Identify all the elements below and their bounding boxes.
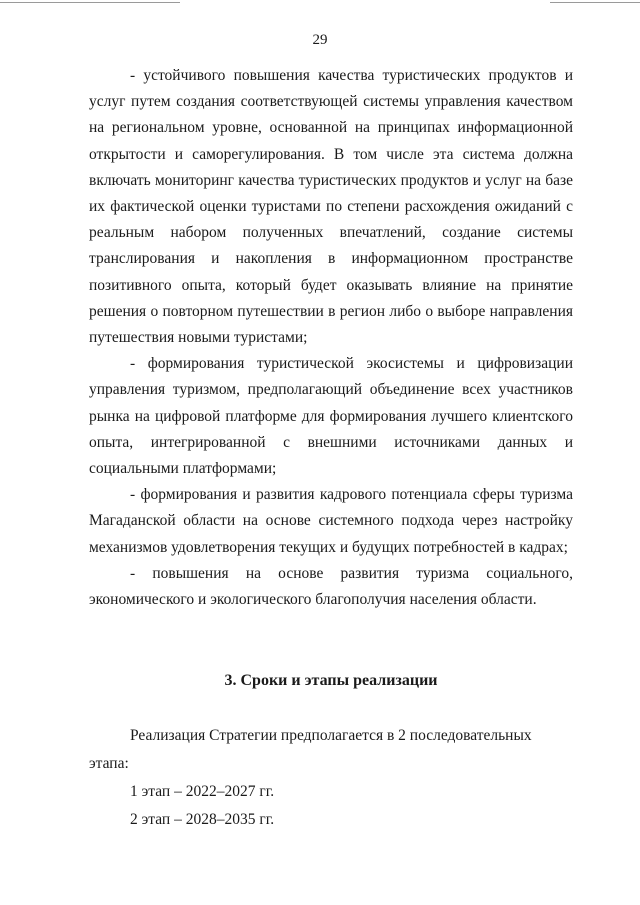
section-heading: 3. Сроки и этапы реализации [224, 672, 438, 690]
top-edge-line-left [0, 2, 180, 3]
paragraph-ecosystem: - формирования туристической экосистемы и цифровизации управления туризмом, предполагающий объединение всех участников рынка на цифровой платформе для формирования лучшего клиентского опыта, интегрированной с внешними источниками данных и социальными платформами; [89, 355, 573, 478]
stage-item: 2 этап – 2028–2035 гг. [130, 811, 275, 829]
paragraph-quality: - устойчивого повышения качества туристических продуктов и услуг путем создания соответствующей системы управления качеством на региональном уровне, основанной на принципах информационной открытости и саморегулирования. В том числе эта система должна включать мониторинг качества туристических продуктов и услуг на базе их фактической оценки туристами по степени расхождения ожиданий с реальным набором полученных впечатлений, создание системы транслирования и накопления в информационном пространстве позитивного опыта, который будет оказывать влияние на принятие решения о повторном путешествии в регион либо о выборе направления путешествия новыми туристами; [89, 67, 573, 347]
document-body [89, 63, 573, 834]
top-edge-line-right [550, 2, 640, 3]
stages-intro: Реализация Стратегии предполагается в 2 последовательных этапа: [89, 727, 532, 773]
paragraph-wellbeing: - повышения на основе развития туризма социального, экономического и экологического благополучия населения области. [89, 564, 573, 609]
stage-item: 1 этап – 2022–2027 гг. [130, 783, 275, 801]
paragraph-personnel: - формирования и развития кадрового потенциала сферы туризма Магаданской области на основе системного подхода через настройку механизмов удовлетворения текущих и будущих потребностей в кадрах; [89, 486, 573, 556]
page-number: 29 [312, 32, 328, 48]
